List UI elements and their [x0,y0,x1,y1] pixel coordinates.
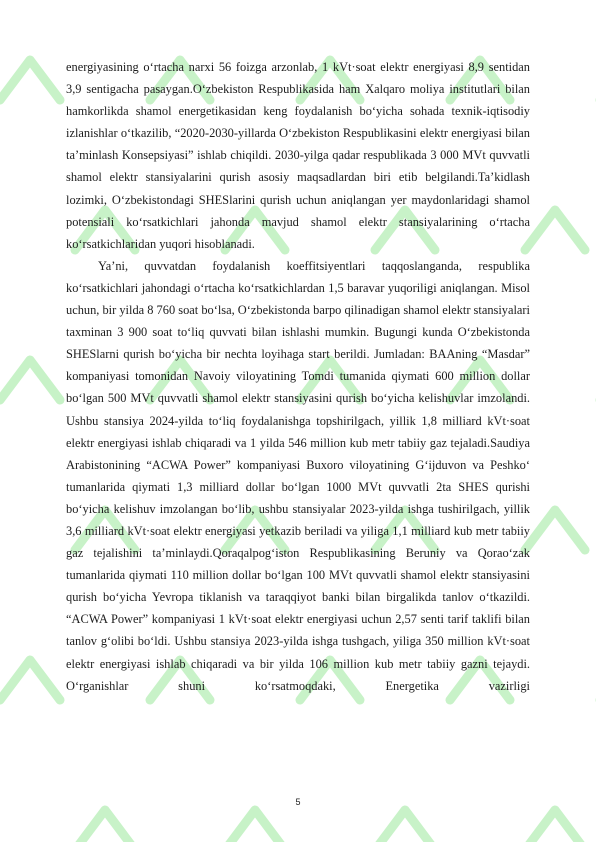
watermark-chevron [0,660,60,700]
watermark-chevron [0,360,60,400]
paragraph-2: Ya’ni, quvvatdan foydalanish koeffitsiyentlari taqqoslanganda, respublika ko‘rsatkichlari jahondagi o‘rtacha ko‘rsatkichlardan 1,5 baravar yuqoriligi aniqlangan. Misol uchun, bir yilda 8 760 soat bo‘lsa, O‘zbekistonda barpo qilinadigan shamol elektr stansiyalari taxminan 3 900 soat to‘liq quvvati bilan ishlashi mumkin. Bugungi kunda O‘zbekistonda SHESlarni qurish bo‘yicha bir nechta loyihaga start berildi. Jumladan: BAAning “Masdar” kompaniyasi tomonidan Navoiy viloyatining Tomdi tumanida qiymati 600 million dollar bo‘lgan 500 MVt quvvatli shamol elektr stansiyasini qurish bo‘yicha kelishuvlar imzolandi. Ushbu stansiya 2024-yilda to‘liq foydalanishga topshirilgach, yillik 1,8 milliard kVt·soat elektr energiyasi ishlab chiqaradi va 1 yilda 546 million kub metr tabiiy gaz tejaladi.Saudiya Arabistonining “ACWA Power” kompaniyasi Buxoro viloyatining G‘ijduvon va Peshko‘ tumanlarida qiymati 1,3 milliard dollar bo‘lgan 1000 MVt quvvatli 2ta SHES qurishi bo‘yicha kelishuv imzolangan bo‘lib, ushbu stansiyalar 2023-yilda ishga tushirilgach, yillik 3,6 milliard kVt·soat elektr energiyasi yetkazib beriladi va yiliga 1,1 milliard kub metr tabiiy gaz tejalishini ta’minlaydi.Qoraqalpog‘iston Respublikasining Beruniy va Qorao‘zak tumanlarida qiymati 110 million dollar bo‘lgan 100 MVt quvvatli shamol elektr stansiyasini qurish bo‘yicha Yevropa tiklanish va taraqqiyot banki bilan birgalikda tanlov o‘tkazildi. “ACWA Power” kompaniyasi 1 kVt·soat elektr energiyasi uchun 2,57 senti tarif taklifi bilan tanlov g‘olibi bo‘ldi. Ushbu stansiya 2023-yilda ishga tushgach, yiliga 350 million kVt·soat elektr energiyasi ishlab chiqaradi va bir yilda 106 million kub metr tabiiy gazni tejaydi. O‘rganishlar shuni ko‘rsatmoqdaki, Energetika vazirligi [66,258,530,693]
watermark-chevron [525,510,585,550]
document-body [66,56,530,697]
watermark-chevron [525,210,585,250]
watermark-chevron [75,810,135,842]
paragraph-1: energiyasining o‘rtacha narxi 56 foizga arzonlab, 1 kVt·soat elektr energiyasi 8,9 sentidan 3,9 sentigacha pasaygan.O‘zbekiston Respublikasida ham Xalqaro moliya institutlari bilan hamkorlikda shamol energetikasidan keng foydalanish bo‘yicha sohada texnik-iqtisodiy izlanishlar o‘tkazilib, “2020-2030-yillarda O‘zbekiston Respublikasini elektr energiyasi bilan ta’minlash Konsepsiyasi” ishlab chiqildi. 2030-yilga qadar respublikada 3 000 MVt quvvatli shamol elektr stansiyalarini qurish asosiy maqsadlardan biri etib belgilandi.Ta’kidlash lozimki, O‘zbekistondagi SHESlarini qurish uchun aniqlangan yer maydonlaridagi shamol potensiali ko‘rsatkichlari jahonda mavjud shamol elektr stansiyalarining o‘rtacha ko‘rsatkichlaridan yuqori hisoblanadi. [66,60,530,251]
watermark-chevron [375,810,435,842]
page-number: 5 [295,797,301,807]
watermark-chevron [0,60,60,100]
watermark-chevron [225,810,285,842]
watermark-chevron [525,810,585,842]
